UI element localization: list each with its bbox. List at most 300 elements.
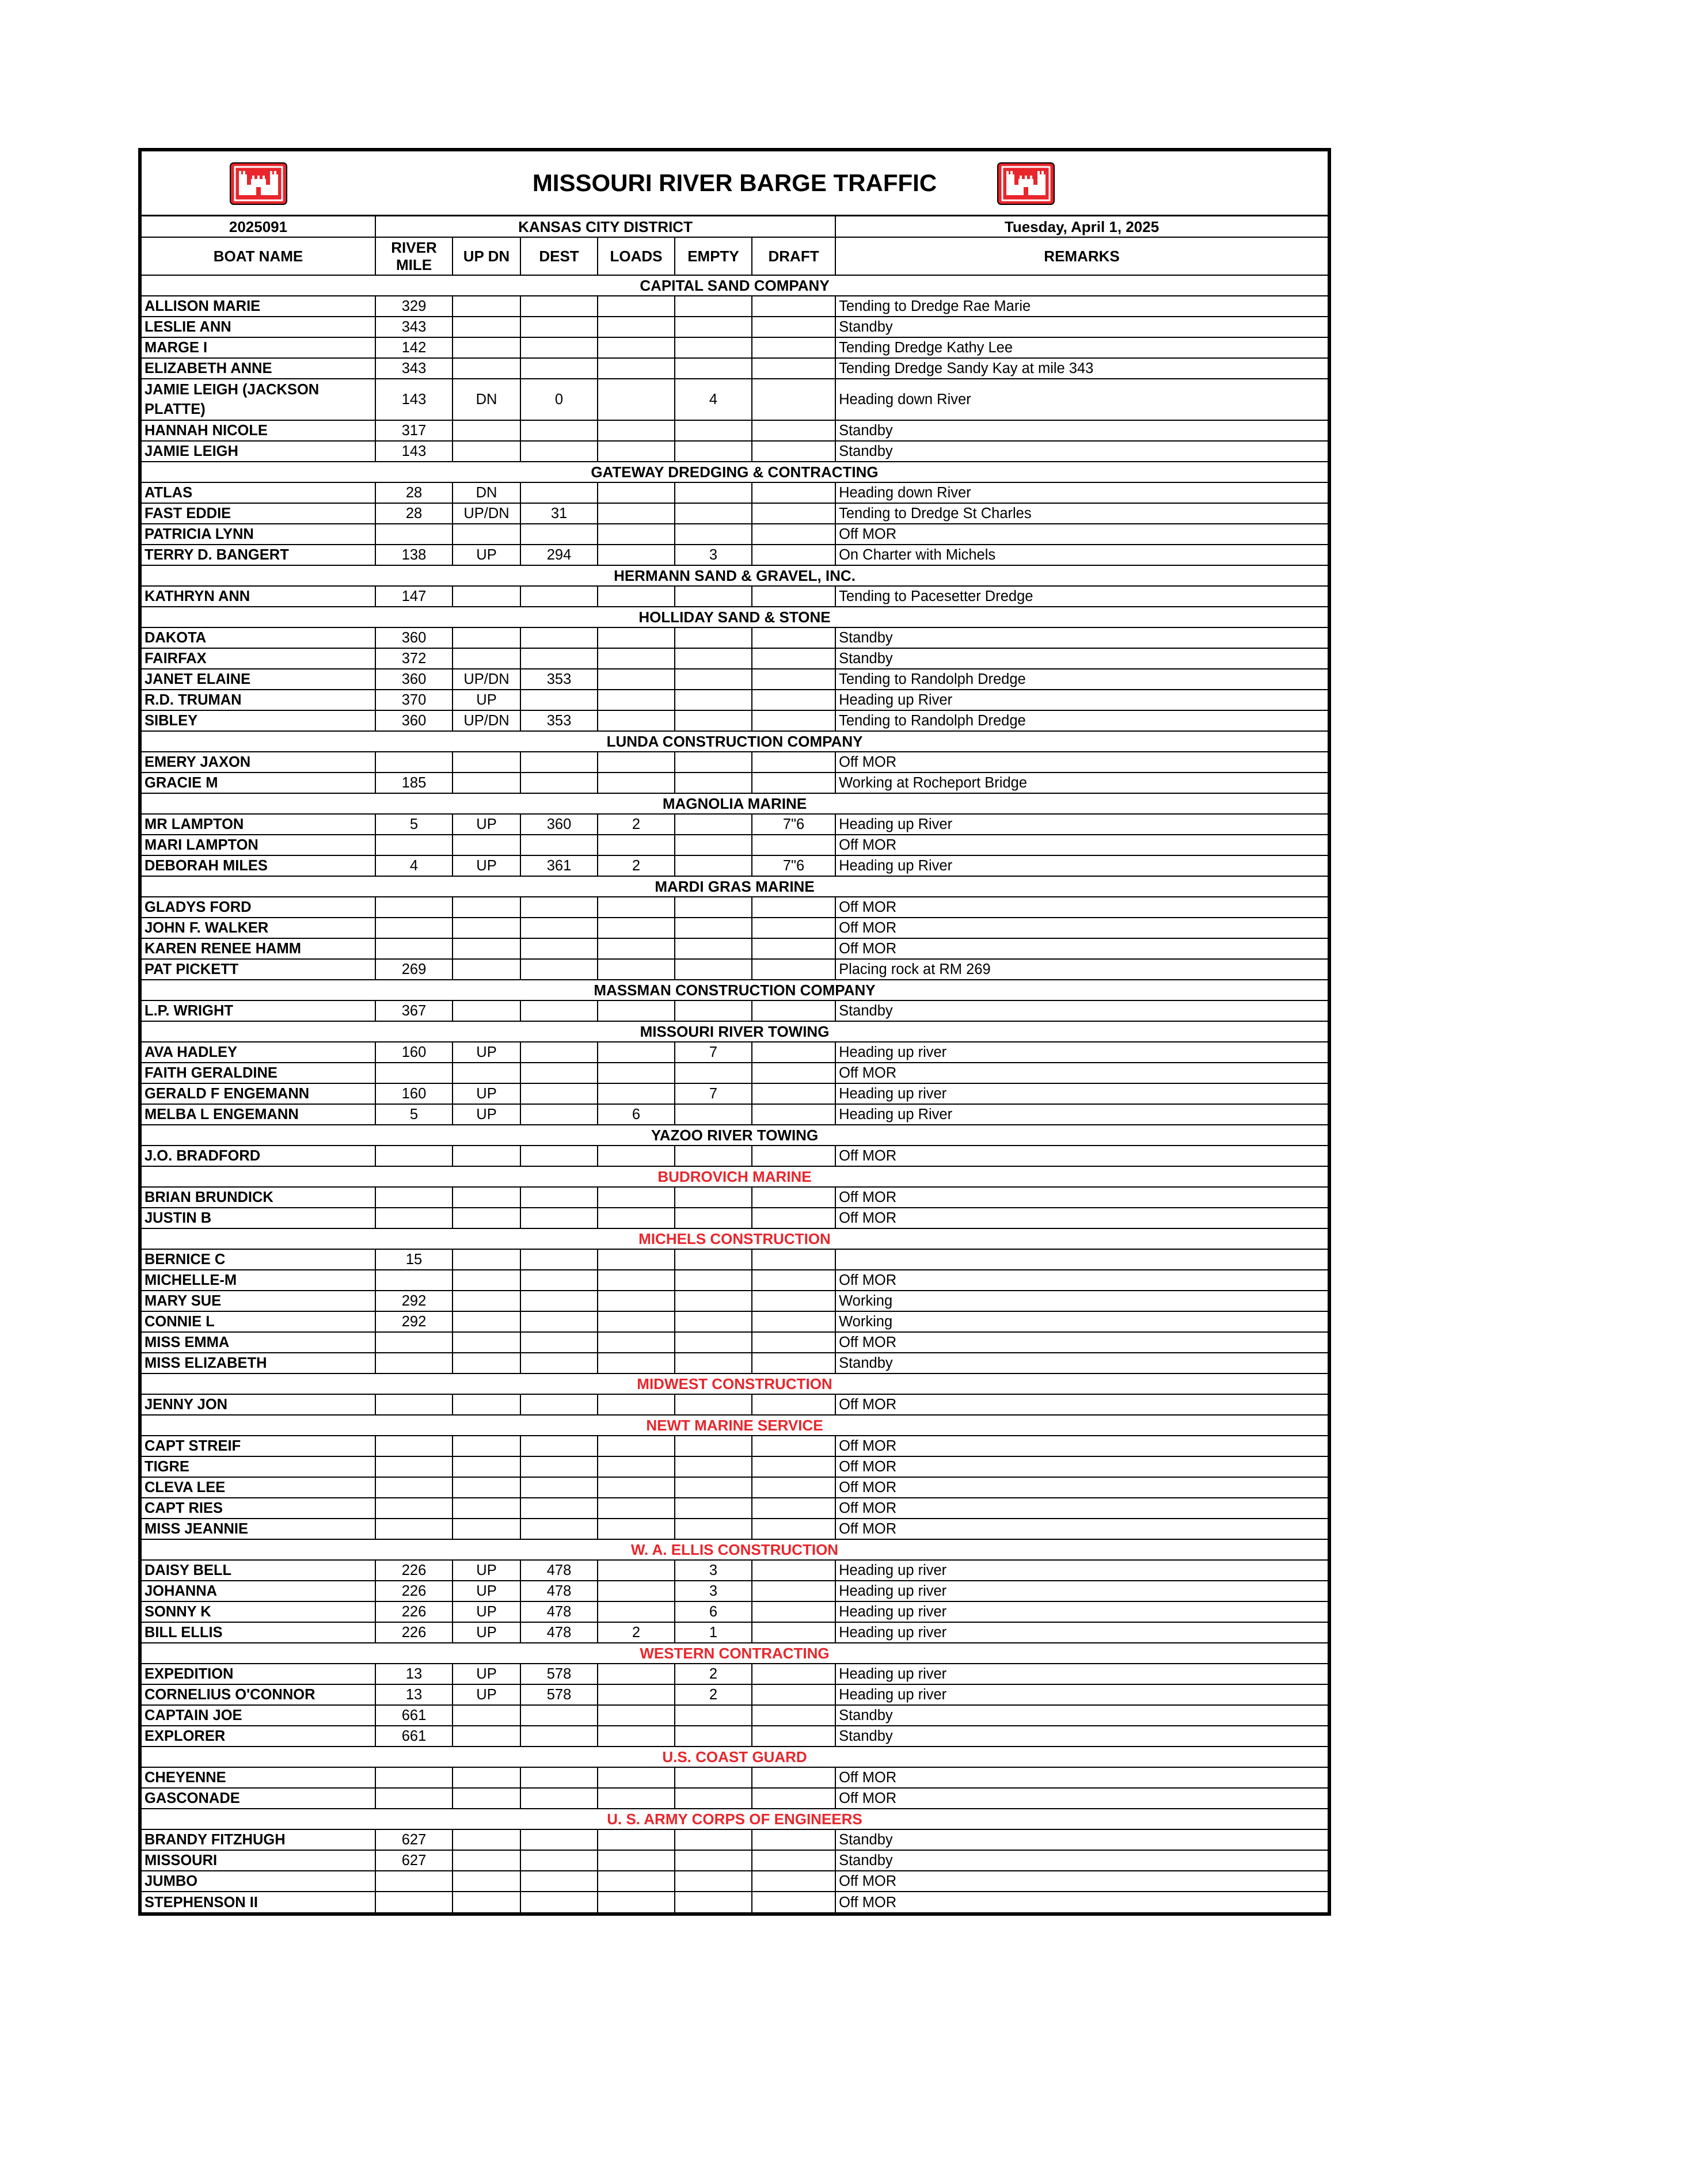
remarks-cell: Standby [835,1000,1328,1021]
loads-cell [598,1208,675,1228]
boat-name-cell: CONNIE L [142,1311,375,1332]
remarks-cell: Off MOR [835,1146,1328,1166]
boat-name-cell: TERRY D. BANGERT [142,545,375,565]
destination-cell [520,337,598,358]
empty-cell [675,482,752,503]
boat-name-cell: GRACIE M [142,773,375,793]
table-row [142,1498,1328,1519]
direction-cell [453,752,520,773]
loads-cell [598,1498,675,1519]
col-empty: EMPTY [675,237,752,275]
loads-cell [598,1705,675,1726]
loads-cell [598,1519,675,1539]
destination-cell: 478 [520,1581,598,1601]
table-row [142,420,1328,441]
destination-cell [520,441,598,462]
table-row [142,1829,1328,1850]
remarks-cell: Working at Rocheport Bridge [835,773,1328,793]
draft-cell [752,1560,835,1581]
direction-cell [453,938,520,959]
river-mile-cell [375,938,453,959]
river-mile-cell: 28 [375,482,453,503]
loads-cell [598,1042,675,1063]
table-row [142,1767,1328,1788]
table-row [142,710,1328,731]
destination-cell [520,648,598,669]
draft-cell [752,1705,835,1726]
table-row [142,897,1328,918]
draft-cell [752,690,835,710]
destination-cell [520,1104,598,1125]
remarks-cell: Off MOR [835,1519,1328,1539]
empty-cell [675,1394,752,1415]
table-row [142,1042,1328,1063]
direction-cell [453,586,520,607]
boat-name-cell: FAITH GERALDINE [142,1063,375,1083]
empty-cell [675,690,752,710]
remarks-cell: Heading up river [835,1684,1328,1705]
boat-name-cell: JUSTIN B [142,1208,375,1228]
river-mile-cell: 343 [375,317,453,337]
col-river-mile: RIVER MILE [375,237,453,275]
company-header-row [142,462,1328,482]
boat-name-cell: DEBORAH MILES [142,855,375,876]
company-header-row [142,275,1328,296]
direction-cell: UP [453,545,520,565]
direction-cell [453,1249,520,1270]
table-row [142,1436,1328,1456]
empty-cell [675,503,752,524]
table-row [142,1353,1328,1373]
col-dest: DEST [520,237,598,275]
remarks-cell: Off MOR [835,1456,1328,1477]
direction-cell [453,1311,520,1332]
loads-cell [598,773,675,793]
table-row [142,1850,1328,1871]
remarks-cell: Heading up River [835,855,1328,876]
table-row [142,1726,1328,1747]
table-row [142,855,1328,876]
draft-cell [752,1042,835,1063]
river-mile-cell [375,1498,453,1519]
destination-cell: 31 [520,503,598,524]
loads-cell [598,1601,675,1622]
remarks-cell: Off MOR [835,1477,1328,1498]
empty-cell [675,1104,752,1125]
remarks-cell: Tending Dredge Sandy Kay at mile 343 [835,358,1328,379]
remarks-cell: Heading up river [835,1664,1328,1684]
destination-cell [520,1332,598,1353]
draft-cell [752,1208,835,1228]
boat-name-cell: SONNY K [142,1601,375,1622]
draft-cell [752,1581,835,1601]
direction-cell [453,1208,520,1228]
loads-cell [598,337,675,358]
boat-name-cell: ALLISON MARIE [142,296,375,317]
destination-cell: 478 [520,1560,598,1581]
boat-name-cell: GASCONADE [142,1788,375,1809]
direction-cell: UP/DN [453,710,520,731]
remarks-cell: Off MOR [835,1767,1328,1788]
empty-cell [675,648,752,669]
boat-name-cell: CLEVA LEE [142,1477,375,1498]
table-row [142,1000,1328,1021]
table-row [142,1871,1328,1892]
draft-cell [752,1498,835,1519]
draft-cell [752,337,835,358]
col-boat-name: BOAT NAME [142,237,375,275]
direction-cell: UP [453,1083,520,1104]
river-mile-cell: 185 [375,773,453,793]
loads-cell [598,897,675,918]
boat-name-cell: EXPEDITION [142,1664,375,1684]
destination-cell [520,1871,598,1892]
table-row [142,690,1328,710]
river-mile-cell [375,1270,453,1291]
draft-cell [752,358,835,379]
loads-cell [598,1187,675,1208]
table-row [142,1601,1328,1622]
direction-cell [453,1456,520,1477]
boat-name-cell: TIGRE [142,1456,375,1477]
remarks-cell: Off MOR [835,1892,1328,1912]
river-mile-cell: 15 [375,1249,453,1270]
river-mile-cell: 226 [375,1581,453,1601]
direction-cell [453,1498,520,1519]
river-mile-cell [375,1394,453,1415]
draft-cell [752,1829,835,1850]
company-header-row [142,1125,1328,1146]
remarks-cell: Standby [835,1353,1328,1373]
boat-name-cell: BRIAN BRUNDICK [142,1187,375,1208]
destination-cell [520,296,598,317]
direction-cell [453,1726,520,1747]
river-mile-cell [375,1063,453,1083]
river-mile-cell: 160 [375,1083,453,1104]
draft-cell [752,317,835,337]
direction-cell: UP [453,1042,520,1063]
remarks-cell: Standby [835,627,1328,648]
boat-name-cell: BERNICE C [142,1249,375,1270]
title-row [142,151,1328,216]
river-mile-cell [375,918,453,938]
remarks-cell: Standby [835,648,1328,669]
loads-cell [598,1000,675,1021]
loads-cell [598,1871,675,1892]
river-mile-cell [375,1208,453,1228]
destination-cell [520,1291,598,1311]
loads-cell [598,420,675,441]
remarks-cell: Heading up River [835,1104,1328,1125]
table-row [142,918,1328,938]
remarks-cell: Heading up River [835,690,1328,710]
boat-name-cell: L.P. WRIGHT [142,1000,375,1021]
empty-cell [675,1850,752,1871]
remarks-cell: Standby [835,1726,1328,1747]
river-mile-cell: 370 [375,690,453,710]
draft-cell [752,1477,835,1498]
boat-name-cell: MICHELLE-M [142,1270,375,1291]
boat-name-cell: EMERY JAXON [142,752,375,773]
boat-name-cell: GERALD F ENGEMANN [142,1083,375,1104]
direction-cell [453,897,520,918]
table-row [142,545,1328,565]
loads-cell [598,358,675,379]
remarks-cell: Heading up river [835,1581,1328,1601]
direction-cell [453,1788,520,1809]
table-row [142,1332,1328,1353]
direction-cell: UP [453,1601,520,1622]
destination-cell [520,1000,598,1021]
draft-cell [752,1519,835,1539]
destination-cell [520,690,598,710]
remarks-cell: Placing rock at RM 269 [835,959,1328,980]
remarks-cell: Off MOR [835,524,1328,545]
draft-cell [752,503,835,524]
remarks-cell: Off MOR [835,1788,1328,1809]
draft-cell [752,1871,835,1892]
traffic-table [142,216,1328,1912]
draft-cell [752,1083,835,1104]
remarks-cell: Off MOR [835,1270,1328,1291]
draft-cell [752,710,835,731]
company-name: GATEWAY DREDGING & CONTRACTING [142,462,1328,482]
table-row [142,296,1328,317]
empty-cell [675,627,752,648]
table-row [142,1208,1328,1228]
destination-cell [520,1311,598,1332]
loads-cell: 6 [598,1104,675,1125]
direction-cell: DN [453,379,520,420]
table-row [142,1394,1328,1415]
river-mile-cell: 5 [375,814,453,835]
empty-cell [675,586,752,607]
destination-cell [520,1436,598,1456]
loads-cell [598,938,675,959]
boat-name-cell: JANET ELAINE [142,669,375,690]
empty-cell [675,710,752,731]
loads-cell [598,1560,675,1581]
remarks-cell: Heading down River [835,482,1328,503]
destination-cell [520,627,598,648]
draft-cell [752,441,835,462]
empty-cell [675,1353,752,1373]
table-row [142,317,1328,337]
draft-cell [752,627,835,648]
destination-cell [520,1187,598,1208]
report-info-row [142,216,1328,237]
loads-cell [598,918,675,938]
report-title: MISSOURI RIVER BARGE TRAFFIC [532,169,937,196]
destination-cell: 360 [520,814,598,835]
draft-cell [752,1270,835,1291]
loads-cell [598,1311,675,1332]
table-row [142,1892,1328,1912]
destination-cell [520,1394,598,1415]
destination-cell: 294 [520,545,598,565]
remarks-cell: Heading up river [835,1622,1328,1643]
table-row [142,1664,1328,1684]
loads-cell: 2 [598,814,675,835]
empty-cell [675,1519,752,1539]
direction-cell [453,1705,520,1726]
boat-name-cell: FAIRFAX [142,648,375,669]
empty-cell [675,337,752,358]
company-name: U. S. ARMY CORPS OF ENGINEERS [142,1809,1328,1829]
barge-traffic-report [138,148,1331,1916]
boat-name-cell: CAPTAIN JOE [142,1705,375,1726]
destination-cell [520,1788,598,1809]
empty-cell [675,1498,752,1519]
empty-cell [675,752,752,773]
table-row [142,835,1328,855]
table-row [142,1788,1328,1809]
company-name: MASSMAN CONSTRUCTION COMPANY [142,980,1328,1000]
boat-name-cell: MISS ELIZABETH [142,1353,375,1373]
destination-cell [520,1270,598,1291]
empty-cell [675,1000,752,1021]
river-mile-cell: 292 [375,1291,453,1311]
table-row [142,1063,1328,1083]
direction-cell [453,317,520,337]
draft-cell [752,1249,835,1270]
empty-cell [675,1208,752,1228]
empty-cell [675,358,752,379]
company-header-row [142,1643,1328,1664]
river-mile-cell: 292 [375,1311,453,1332]
river-mile-cell: 343 [375,358,453,379]
river-mile-cell: 143 [375,379,453,420]
draft-cell [752,545,835,565]
table-row [142,1291,1328,1311]
draft-cell [752,1187,835,1208]
company-header-row [142,1228,1328,1249]
remarks-cell: Heading up river [835,1560,1328,1581]
empty-cell: 7 [675,1083,752,1104]
remarks-cell: Working [835,1291,1328,1311]
empty-cell [675,1871,752,1892]
remarks-cell: Standby [835,420,1328,441]
river-mile-cell: 138 [375,545,453,565]
company-name: MAGNOLIA MARINE [142,793,1328,814]
direction-cell: UP [453,1581,520,1601]
river-mile-cell [375,1767,453,1788]
empty-cell [675,1270,752,1291]
loads-cell [598,1829,675,1850]
destination-cell [520,835,598,855]
remarks-cell: Off MOR [835,1332,1328,1353]
table-row [142,482,1328,503]
loads-cell [598,1436,675,1456]
destination-cell [520,420,598,441]
loads-cell [598,317,675,337]
loads-cell [598,669,675,690]
empty-cell [675,918,752,938]
empty-cell [675,1311,752,1332]
boat-name-cell: MELBA L ENGEMANN [142,1104,375,1125]
direction-cell: UP/DN [453,669,520,690]
loads-cell [598,1788,675,1809]
draft-cell [752,648,835,669]
remarks-cell: Off MOR [835,1498,1328,1519]
destination-cell [520,938,598,959]
draft-cell [752,1601,835,1622]
empty-cell [675,897,752,918]
column-header-row [142,237,1328,275]
company-name: HOLLIDAY SAND & STONE [142,607,1328,627]
direction-cell: UP [453,855,520,876]
boat-name-cell: ELIZABETH ANNE [142,358,375,379]
destination-cell: 0 [520,379,598,420]
direction-cell [453,441,520,462]
table-row [142,1456,1328,1477]
draft-cell: 7"6 [752,814,835,835]
remarks-cell: Off MOR [835,1187,1328,1208]
direction-cell [453,296,520,317]
loads-cell [598,1892,675,1912]
destination-cell [520,1705,598,1726]
empty-cell [675,814,752,835]
table-row [142,1311,1328,1332]
empty-cell [675,855,752,876]
river-mile-cell: 360 [375,669,453,690]
direction-cell: UP [453,1622,520,1643]
destination-cell: 478 [520,1622,598,1643]
river-mile-cell: 627 [375,1829,453,1850]
empty-cell [675,1291,752,1311]
destination-cell [520,1083,598,1104]
draft-cell [752,379,835,420]
company-header-row [142,1166,1328,1187]
boat-name-cell: STEPHENSON II [142,1892,375,1912]
loads-cell [598,1767,675,1788]
company-header-row [142,607,1328,627]
loads-cell [598,959,675,980]
empty-cell [675,1249,752,1270]
loads-cell [598,1850,675,1871]
remarks-cell: Off MOR [835,835,1328,855]
draft-cell [752,1767,835,1788]
draft-cell [752,669,835,690]
table-row [142,938,1328,959]
boat-name-cell: J.O. BRADFORD [142,1146,375,1166]
company-name: MIDWEST CONSTRUCTION [142,1373,1328,1394]
boat-name-cell: SIBLEY [142,710,375,731]
destination-cell [520,1850,598,1871]
table-row [142,1519,1328,1539]
direction-cell [453,358,520,379]
loads-cell [598,296,675,317]
destination-cell [520,1477,598,1498]
remarks-cell: Off MOR [835,918,1328,938]
river-mile-cell [375,1519,453,1539]
boat-name-cell: CAPT STREIF [142,1436,375,1456]
river-mile-cell: 367 [375,1000,453,1021]
loads-cell [598,1581,675,1601]
boat-name-cell: DAISY BELL [142,1560,375,1581]
loads-cell [598,752,675,773]
direction-cell [453,1146,520,1166]
empty-cell [675,524,752,545]
destination-cell [520,1456,598,1477]
destination-cell: 353 [520,669,598,690]
destination-cell: 578 [520,1664,598,1684]
boat-name-cell: KATHRYN ANN [142,586,375,607]
draft-cell [752,1622,835,1643]
direction-cell [453,918,520,938]
draft-cell [752,1000,835,1021]
direction-cell [453,773,520,793]
